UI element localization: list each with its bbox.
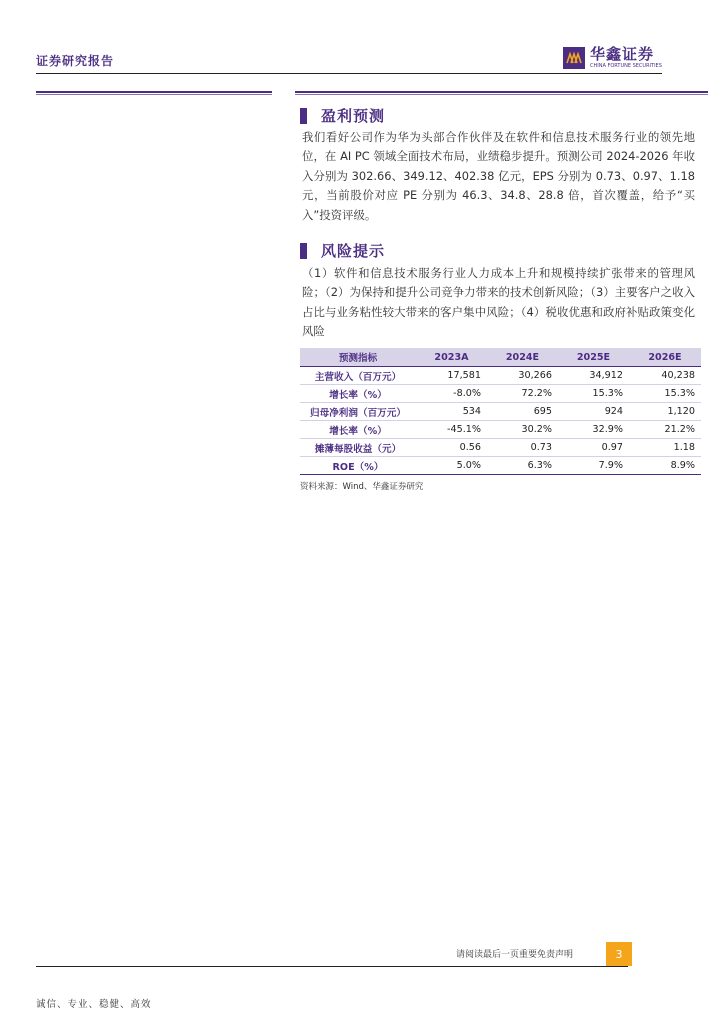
- row-label: 增长率（%）: [300, 421, 416, 439]
- page-number: 3: [606, 942, 632, 966]
- table-cell: 695: [487, 403, 558, 421]
- hx-logo-icon: [563, 47, 585, 69]
- header-divider: [36, 73, 662, 74]
- table-header-row: [300, 348, 701, 367]
- table-cell: 34,912: [558, 367, 629, 385]
- table-cell: 15.3%: [629, 385, 701, 403]
- table-cell: 15.3%: [558, 385, 629, 403]
- table-cell: -45.1%: [416, 421, 487, 439]
- footer-divider: [36, 966, 628, 967]
- logo-en-text: CHINA FORTUNE SECURITIES: [590, 63, 662, 69]
- table-cell: 30.2%: [487, 421, 558, 439]
- table-cell: 21.2%: [629, 421, 701, 439]
- brand-logo: [563, 46, 662, 70]
- row-label: 摊薄每股收益（元）: [300, 439, 416, 457]
- forecast-table: [300, 348, 701, 475]
- table-cell: 534: [416, 403, 487, 421]
- table-cell: 5.0%: [416, 457, 487, 475]
- section-marker: [300, 108, 307, 124]
- disclaimer-note: 请阅读最后一页重要免责声明: [456, 950, 574, 960]
- section-marker: [300, 243, 307, 259]
- section-title: 盈利预测: [321, 107, 386, 125]
- table-row: [300, 457, 701, 475]
- table-cell: 6.3%: [487, 457, 558, 475]
- section-profit-forecast-heading: [300, 105, 385, 126]
- table-cell: 1,120: [629, 403, 701, 421]
- main-divider: [295, 91, 708, 93]
- company-motto: 诚信、专业、稳健、高效: [36, 999, 152, 1010]
- table-row: [300, 403, 701, 421]
- table-cell: -8.0%: [416, 385, 487, 403]
- risk-paragraph: （1）软件和信息技术服务行业人力成本上升和规模持续扩张带来的管理风险；（2）为保持和提升公司竞争力带来的技术创新风险；（3）主要客户之收入占比与业务粘性较大带来的客户集中风险；（4）税收优惠和政府补贴政策变化风险: [302, 266, 695, 339]
- logo-cn-text: 华鑫证券: [590, 45, 655, 63]
- table-header-cell: 2026E: [629, 348, 701, 367]
- table-cell: 30,266: [487, 367, 558, 385]
- sidebar-divider-thin: [36, 94, 272, 95]
- report-type-label: 证券研究报告: [36, 54, 115, 68]
- table-row: [300, 439, 701, 457]
- table-cell: 40,238: [629, 367, 701, 385]
- table-cell: 7.9%: [558, 457, 629, 475]
- main-divider-thin: [295, 94, 708, 95]
- table-cell: 924: [558, 403, 629, 421]
- table-header-cell: 2023A: [416, 348, 487, 367]
- table-header-cell: 2024E: [487, 348, 558, 367]
- row-label: 增长率（%）: [300, 385, 416, 403]
- table-cell: 32.9%: [558, 421, 629, 439]
- table-cell: 0.56: [416, 439, 487, 457]
- sidebar-divider: [36, 91, 272, 93]
- table-cell: 8.9%: [629, 457, 701, 475]
- section-risk-heading: [300, 240, 385, 261]
- table-cell: 1.18: [629, 439, 701, 457]
- row-label: 主营收入（百万元）: [300, 367, 416, 385]
- section-title: 风险提示: [321, 242, 386, 260]
- table-row: [300, 385, 701, 403]
- row-label: ROE（%）: [300, 457, 416, 475]
- table-header-cell: 2025E: [558, 348, 629, 367]
- row-label: 归母净利润（百万元）: [300, 403, 416, 421]
- profit-forecast-paragraph: 我们看好公司作为华为头部合作伙伴及在软件和信息技术服务行业的领先地位，在 AI PC 领域全面技术布局，业绩稳步提升。预测公司 2024-2026 年收入分别为 302.66、349.12、402.38 亿元，EPS 分别为 0.73、0.97、1.18 元，当前股价对应 PE 分别为 46.3、34.8、28.8 倍，首次覆盖，给予“买入”投资评级。: [302, 130, 695, 222]
- table-source-note: 资料来源：Wind、华鑫证券研究: [300, 482, 424, 492]
- table-cell: 0.73: [487, 439, 558, 457]
- table-cell: 72.2%: [487, 385, 558, 403]
- table-row: [300, 421, 701, 439]
- table-cell: 17,581: [416, 367, 487, 385]
- table-cell: 0.97: [558, 439, 629, 457]
- table-header-cell: 预测指标: [300, 348, 416, 367]
- table-row: [300, 367, 701, 385]
